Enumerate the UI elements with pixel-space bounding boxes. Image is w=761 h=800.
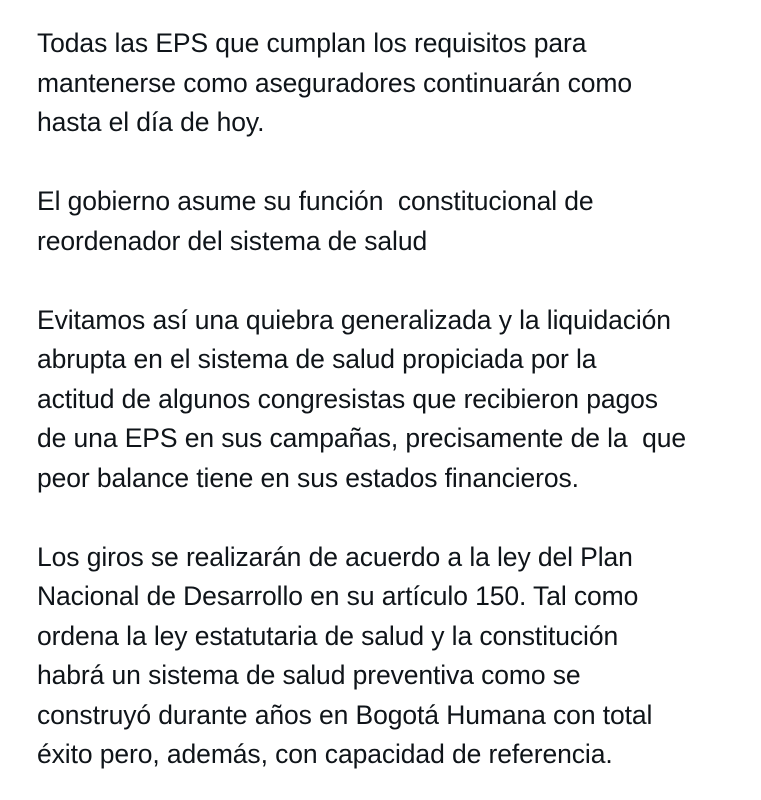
paragraph-line: Evitamos así una quiebra generalizada y la liquidación: [37, 304, 671, 335]
paragraph-line: Los giros se realizarán de acuerdo a la ley del Plan: [37, 541, 633, 572]
paragraph-line: Nacional de Desarrollo en su artículo 150. Tal como: [37, 581, 639, 611]
paragraph-line: éxito pero, además, con capacidad de referencia.: [37, 739, 613, 769]
paragraph-4: [37, 538, 752, 775]
paragraph-line: peor balance tiene en sus estados financieros.: [37, 462, 579, 493]
paragraph-line: Todas las EPS que cumplan los requisitos para: [37, 28, 587, 58]
paragraph-line: actitud de algunos congresistas que recibieron pagos: [37, 383, 658, 414]
paragraph-line: El gobierno asume su función constitucional de: [37, 186, 594, 216]
paragraph-1: [37, 24, 752, 143]
paragraph-2: [37, 182, 752, 261]
paragraph-line: de una EPS en sus campañas, precisamente de la que: [37, 423, 686, 453]
post-text-body: [37, 24, 752, 775]
paragraph-line: construyó durante años en Bogotá Humana con total: [37, 699, 653, 730]
paragraph-line: mantenerse como aseguradores continuarán como: [37, 67, 633, 98]
paragraph-line: habrá un sistema de salud preventiva como se: [37, 660, 581, 690]
paragraph-line: abrupta en el sistema de salud propiciada por la: [37, 344, 597, 374]
paragraph-line: hasta el día de hoy.: [37, 107, 265, 137]
paragraph-line: reordenador del sistema de salud: [37, 225, 428, 256]
paragraph-3: [37, 301, 752, 499]
paragraph-line: ordena la ley estatutaria de salud y la constitución: [37, 620, 619, 651]
